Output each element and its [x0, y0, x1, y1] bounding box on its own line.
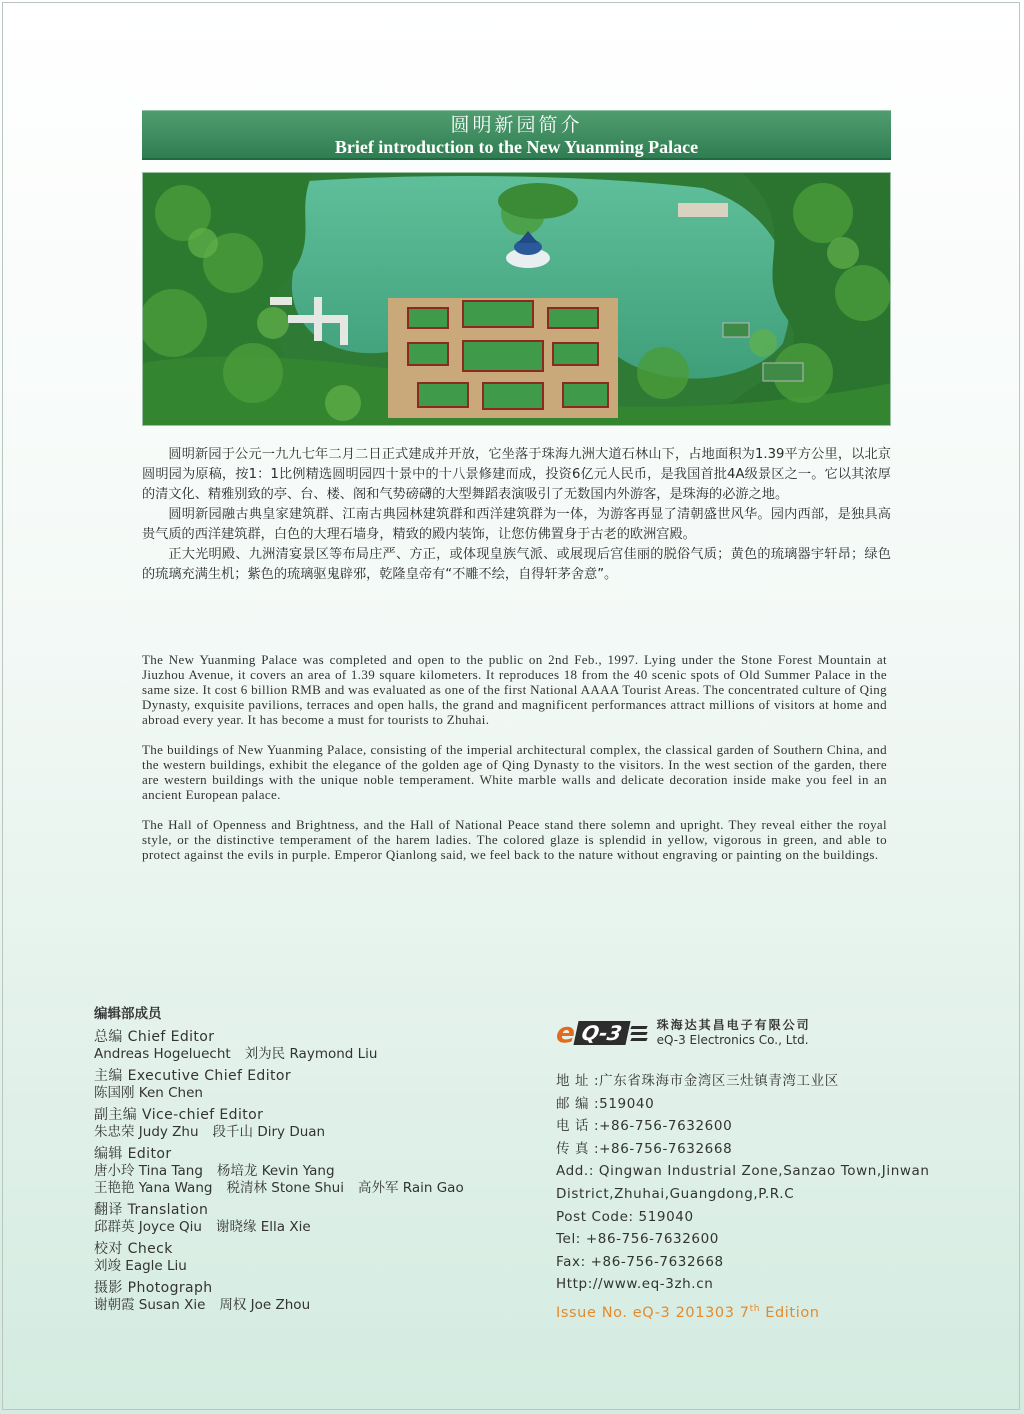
editorial-member-name: 刘为民 Raymond Liu: [244, 1046, 378, 1062]
editorial-group: [94, 1067, 514, 1102]
cn-paragraph: 圆明新园于公元一九九七年二月二日正式建成并开放，它坐落于珠海九洲大道石林山下，占地面积为1.39平方公里，以北京圆明园为原稿，按1：1比例精选圆明园四十景中的十八景修建而成，投资6亿元人民币，是我国首批4A级景区之一。它以其浓厚的清文化、精雅别致的亭、台、楼、阁和气势磅礴的大型舞蹈表演吸引了无数国内外游客，是珠海的必游之地。: [142, 447, 891, 502]
editorial-names-row: [94, 1219, 514, 1236]
contact-line: 传 真 :+86-756-7632668: [556, 1140, 733, 1157]
editorial-group: [94, 1028, 514, 1063]
title-chinese: 圆明新园简介: [450, 114, 583, 136]
editorial-names-row: [94, 1085, 514, 1102]
editorial-names-row: [94, 1163, 514, 1180]
en-paragraph: The New Yuanming Palace was completed and open to the public on 2nd Feb., 1997. Lying under the Stone Forest Mountain at Jiuzhou Avenue, it covers an area of 1.39 square kilometers. It reproduces 18 from the 40 scenic spots of Old Summer Palace in the same size. It cost 6 billion RMB and was evaluated as one of the first National AAAA Tourist Areas. The concentrated culture of Qing Dynasty, exquisite pavilions, terraces and open halls, the grand and magnificent performances attract millions of visitors at home and abroad every year. It has become a must for tourists to Zhuhai.: [142, 652, 887, 727]
editorial-names-row: [94, 1046, 514, 1063]
editorial-member-name: 段千山 Diry Duan: [212, 1124, 326, 1140]
eq3-logo: [556, 1018, 647, 1048]
en-paragraph: The buildings of New Yuanming Palace, consisting of the imperial architectural complex, the classical garden of Southern China, and the western buildings, exhibit the elegance of the golden age of Qing Dynasty to the visitors. In the west section of the garden, there are western buildings with the unique noble temperament. White marble walls and delicate decoration inside make you feel in an ancient European palace.: [142, 742, 887, 802]
editorial-group: [94, 1145, 514, 1197]
editorial-role: 校对 Check: [94, 1241, 173, 1257]
company-name-cn: 珠海达其昌电子有限公司: [656, 1018, 811, 1032]
editorial-names-row: [94, 1258, 514, 1275]
editorial-member-name: 周权 Joe Zhou: [219, 1297, 311, 1313]
issue-sup: th: [749, 1303, 761, 1314]
contact-line: Fax: +86-756-7632668: [556, 1253, 724, 1270]
aerial-photo: [142, 172, 891, 426]
editorial-member-name: 高外军 Rain Gao: [357, 1180, 464, 1196]
editorial-heading: 编辑部成员: [94, 1006, 162, 1022]
editorial-group: [94, 1240, 514, 1275]
company-header: [556, 1018, 956, 1048]
editorial-groups: [94, 1028, 514, 1314]
editorial-role: 编辑 Editor: [94, 1146, 172, 1162]
editorial-member-name: 谢朝霞 Susan Xie: [94, 1297, 206, 1313]
title-english: Brief introduction to the New Yuanming Palace: [334, 137, 699, 157]
company-names: [657, 1018, 811, 1048]
company-info: [556, 1018, 956, 1324]
editorial-member-name: 谢晓缘 Ella Xie: [215, 1219, 311, 1235]
editorial-role: 主编 Executive Chief Editor: [94, 1068, 292, 1084]
editorial-group: [94, 1201, 514, 1236]
contact-line: 邮 编 :519040: [556, 1095, 655, 1112]
editorial-role: 翻译 Translation: [94, 1202, 209, 1218]
editorial-member-name: 刘竣 Eagle Liu: [94, 1258, 187, 1274]
editorial-member-name: 税清林 Stone Shui: [226, 1180, 344, 1196]
en-paragraph: The Hall of Openness and Brightness, and the Hall of National Peace stand there solemn and upright. They reveal either the royal style, or the distinctive temperament of the harem ladies. The colored glaze is splendid in yellow, vigorous in green, and able to protect against the evils in purple. Emperor Qianlong said, we feel back to the nature without engraving or painting on the buildings.: [142, 817, 887, 862]
editorial-role: 摄影 Photograph: [94, 1280, 213, 1296]
issue-prefix: Issue No. eQ-3 201303 7: [556, 1304, 750, 1321]
contact-line: 电 话 :+86-756-7632600: [556, 1118, 733, 1135]
editorial-role: 副主编 Vice-chief Editor: [94, 1107, 264, 1123]
logo-stripes: [631, 1024, 647, 1042]
editorial-names-row: [94, 1297, 514, 1314]
editorial-member-name: Andreas Hogeluecht: [94, 1046, 231, 1062]
chinese-introduction: [142, 445, 891, 585]
editorial-board: [94, 1002, 514, 1318]
company-name-en: eQ-3 Electronics Co., Ltd.: [656, 1033, 809, 1047]
title-banner: [142, 110, 891, 160]
logo-q3: Q-3: [573, 1021, 630, 1045]
contact-line: Tel: +86-756-7632600: [556, 1231, 719, 1248]
contact-line: District,Zhuhai,Guangdong,P.R.C: [556, 1185, 795, 1202]
cn-paragraph: 圆明新园融古典皇家建筑群、江南古典园林建筑群和西洋建筑群为一体，为游客再显了清朝盛世风华。园内西部，是独具高贵气质的西洋建筑群，白色的大理石墙身，精致的殿内装饰，让您仿佛置身于古老的欧洲宫殿。: [142, 507, 891, 542]
editorial-names-row: [94, 1180, 514, 1197]
editorial-member-name: 陈国刚 Ken Chen: [94, 1085, 203, 1101]
editorial-member-name: 唐小玲 Tina Tang: [94, 1163, 203, 1179]
editorial-member-name: 杨培龙 Kevin Yang: [216, 1163, 335, 1179]
editorial-member-name: 朱忠荣 Judy Zhu: [94, 1124, 199, 1140]
editorial-member-name: 王艳艳 Yana Wang: [94, 1180, 213, 1196]
contact-line: Add.: Qingwan Industrial Zone,Sanzao Town,Jinwan: [556, 1163, 930, 1180]
logo-e: e: [556, 1016, 575, 1049]
editorial-names-row: [94, 1124, 514, 1141]
editorial-member-name: 邱群英 Joyce Qiu: [94, 1219, 202, 1235]
editorial-group: [94, 1106, 514, 1141]
issue-number: [556, 1298, 956, 1324]
editorial-group: [94, 1279, 514, 1314]
editorial-role: 总编 Chief Editor: [94, 1029, 215, 1045]
website-link[interactable]: Http://www.eq-3zh.cn: [556, 1276, 714, 1293]
issue-suffix: Edition: [760, 1304, 820, 1321]
contact-line: 地 址 :广东省珠海市金湾区三灶镇青湾工业区: [556, 1073, 839, 1089]
cn-paragraph: 正大光明殿、九洲清宴景区等布局庄严、方正，或体现皇族气派、或展现后宫佳丽的脱俗气质；黄色的琉璃器宇轩昂；绿色的琉璃充满生机；紫色的琉璃驱鬼辟邪，乾隆皇帝有“不雕不绘，自得轩茅舍意”。: [142, 547, 891, 582]
contact-line: Post Code: 519040: [556, 1208, 694, 1225]
english-introduction: [142, 652, 887, 877]
contact-list: [556, 1070, 956, 1296]
